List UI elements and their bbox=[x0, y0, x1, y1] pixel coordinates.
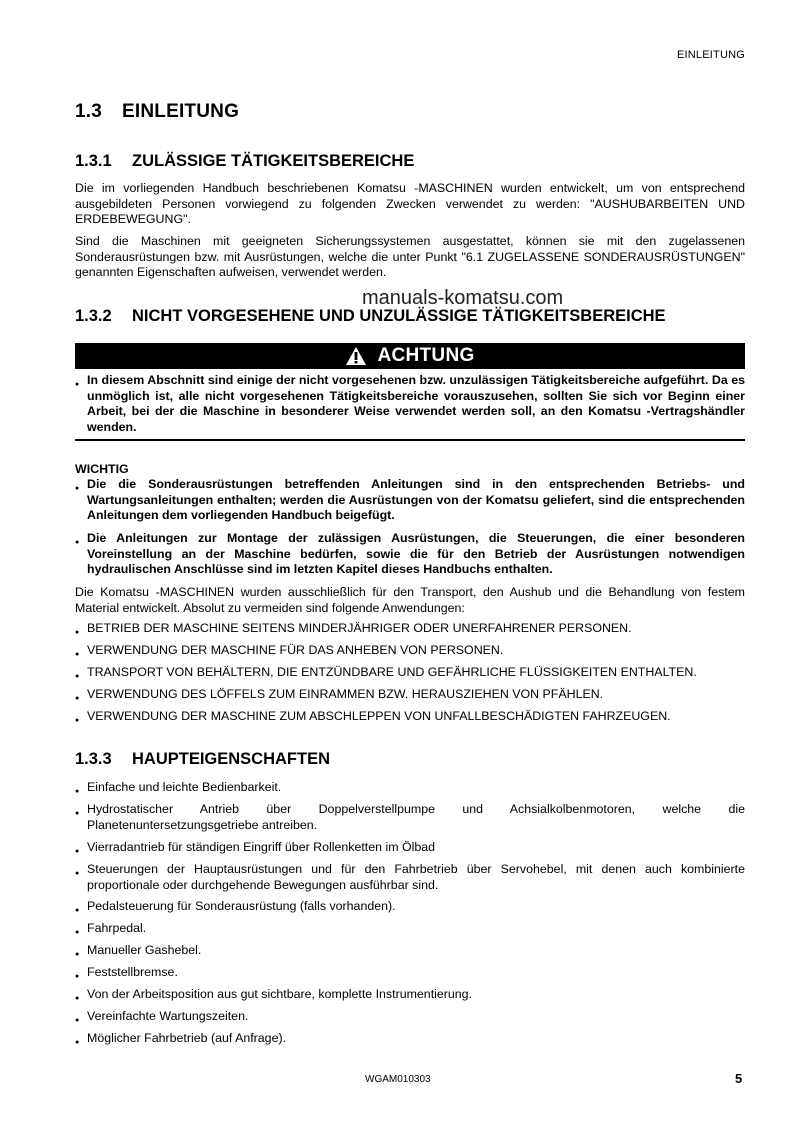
feature-item: ● Vierradantrieb für ständigen Eingriff über Rollenketten im Ölbad bbox=[75, 840, 745, 856]
feature-item: ● Manueller Gashebel. bbox=[75, 943, 745, 959]
subsection-title: HAUPTEIGENSCHAFTEN bbox=[132, 750, 331, 768]
paragraph-zweck: Die im vorliegenden Handbuch beschriebenen Komatsu -MASCHINEN wurden entwickelt, um von entsprechend ausgebildeten Personen vorwiegend zu folgenden Zwecken verwendet zu werden: "AUSHUBARBEITEN UND ERDEBEWEGUNG". bbox=[75, 181, 745, 226]
bullet-icon: ● bbox=[75, 629, 80, 636]
bullet-icon: ● bbox=[75, 848, 80, 855]
section-number: 1.3 bbox=[75, 101, 103, 122]
wichtig-item: ● Die Anleitungen zur Montage der zulässigen Ausrüstungen, die Steuerungen, die einer besonderen Voreinstellung an der Maschine bedürfen, sowie die für den Betrieb der Ausrüstungen notwendigen hydraulischen Anschlüsse sind im letzten Kapitel dieses Handbuchs enthalten. bbox=[75, 531, 745, 576]
wichtig-label: WICHTIG bbox=[75, 462, 129, 476]
subsection-title: NICHT VORGESEHENE UND UNZULÄSSIGE TÄTIGKEITSBEREICHE bbox=[132, 307, 666, 325]
forbidden-item: ● BETRIEB DER MASCHINE SEITENS MINDERJÄHRIGER ODER UNERFAHRENER PERSONEN. bbox=[75, 621, 745, 637]
subsection-number: 1.3.1 bbox=[75, 152, 112, 170]
bullet-icon: ● bbox=[75, 1039, 80, 1046]
bullet-icon: ● bbox=[75, 651, 80, 658]
section-heading bbox=[75, 101, 239, 123]
bullet-icon: ● bbox=[75, 717, 80, 724]
forbidden-item: ● TRANSPORT VON BEHÄLTERN, DIE ENTZÜNDBARE UND GEFÄHRLICHE FLÜSSIGKEITEN ENTHALTEN. bbox=[75, 665, 745, 681]
forbidden-item: ● VERWENDUNG DES LÖFFELS ZUM EINRAMMEN BZW. HERAUSZIEHEN VON PFÄHLEN. bbox=[75, 687, 745, 703]
running-head: EINLEITUNG bbox=[676, 49, 745, 61]
bullet-icon: ● bbox=[75, 673, 80, 680]
bullet-icon: ● bbox=[75, 381, 80, 388]
watermark: manuals-komatsu.com bbox=[362, 287, 564, 309]
section-title: EINLEITUNG bbox=[122, 101, 240, 122]
bullet-icon: ● bbox=[75, 810, 80, 817]
bullet-icon: ● bbox=[75, 951, 80, 958]
bullet-icon: ● bbox=[75, 907, 80, 914]
feature-item: ● Fahrpedal. bbox=[75, 921, 745, 937]
feature-item: ● Steuerungen der Hauptausrüstungen und für den Fahrbetrieb über Servohebel, mit denen auch kombinierte proportionale oder durchgehende Bewegungen ausführbar sind. bbox=[75, 862, 745, 892]
subsection-title: ZULÄSSIGE TÄTIGKEITSBEREICHE bbox=[132, 152, 415, 170]
paragraph-sonderausruestung: Sind die Maschinen mit geeigneten Sicherungssystemen ausgestattet, können sie mit den zugelassenen Sonderausrüstungen bzw. mit Ausrüstungen, welche die unter Punkt "6.1 ZUGELASSENE SONDERAUSRÜSTUNGEN" genannten Eigenschaften aufweisen, verwendet werden. bbox=[75, 234, 745, 279]
feature-item: ● Feststellbremse. bbox=[75, 965, 745, 981]
bullet-icon: ● bbox=[75, 485, 80, 492]
wichtig-item: ● Die die Sonderausrüstungen betreffenden Anleitungen sind in den entsprechenden Betriebs- und Wartungsanleitungen enthalten; werden die Ausrüstungen von der Komatsu geliefert, sind die entsprechenden Anleitungen dem vorliegenden Handbuch beigefügt. bbox=[75, 477, 745, 522]
achtung-item: ● In diesem Abschnitt sind einige der nicht vorgesehenen bzw. unzulässigen Tätigkeitsbereiche aufgeführt. Da es unmöglich ist, alle nicht vorgesehenen Tätigkeitsbereiche vorauszusehen, sollten Sie sich vor Beginn einer Arbeit, bei der die Maschine in besonderer Weise verwendet werden soll, an den Komatsu -Vertragshändler wenden. bbox=[75, 373, 745, 434]
feature-item: ● Von der Arbeitsposition aus gut sichtbare, komplette Instrumentierung. bbox=[75, 987, 745, 1003]
subsection-number: 1.3.3 bbox=[75, 750, 112, 768]
bullet-icon: ● bbox=[75, 973, 80, 980]
achtung-bottom-rule bbox=[75, 439, 745, 441]
feature-item: ● Hydrostatischer Antrieb über Doppelverstellpumpe und Achsialkolbenmotoren, welche die Planetenuntersetzungsgetriebe antreiben. bbox=[75, 802, 745, 832]
bullet-icon: ● bbox=[75, 870, 80, 877]
feature-item: ● Einfache und leichte Bedienbarkeit. bbox=[75, 780, 745, 796]
bullet-icon: ● bbox=[75, 788, 80, 795]
forbidden-item: ● VERWENDUNG DER MASCHINE ZUM ABSCHLEPPEN VON UNFALLBESCHÄDIGTEN FAHRZEUGEN. bbox=[75, 709, 745, 725]
warning-triangle-icon bbox=[345, 346, 367, 366]
subsection-number: 1.3.2 bbox=[75, 307, 112, 325]
page-number: 5 bbox=[735, 1071, 743, 1086]
feature-item: ● Pedalsteuerung für Sonderausrüstung (falls vorhanden). bbox=[75, 899, 745, 915]
subsection-heading-132 bbox=[75, 307, 666, 326]
achtung-label: ACHTUNG bbox=[377, 345, 475, 366]
bullet-icon: ● bbox=[75, 539, 80, 546]
achtung-banner bbox=[75, 343, 745, 369]
bullet-icon: ● bbox=[75, 1017, 80, 1024]
feature-item: ● Vereinfachte Wartungszeiten. bbox=[75, 1009, 745, 1025]
feature-item: ● Möglicher Fahrbetrieb (auf Anfrage). bbox=[75, 1031, 745, 1047]
bullet-icon: ● bbox=[75, 929, 80, 936]
subsection-heading-131 bbox=[75, 152, 414, 171]
document-code: WGAM010303 bbox=[365, 1074, 431, 1085]
paragraph-anwendungen: Die Komatsu -MASCHINEN wurden ausschließlich für den Transport, den Aushub und die Behandlung von festem Material entwickelt. Absolut zu vermeiden sind folgende Anwendungen: bbox=[75, 585, 745, 615]
subsection-heading-133 bbox=[75, 750, 330, 769]
bullet-icon: ● bbox=[75, 695, 80, 702]
bullet-icon: ● bbox=[75, 995, 80, 1002]
forbidden-item: ● VERWENDUNG DER MASCHINE FÜR DAS ANHEBEN VON PERSONEN. bbox=[75, 643, 745, 659]
